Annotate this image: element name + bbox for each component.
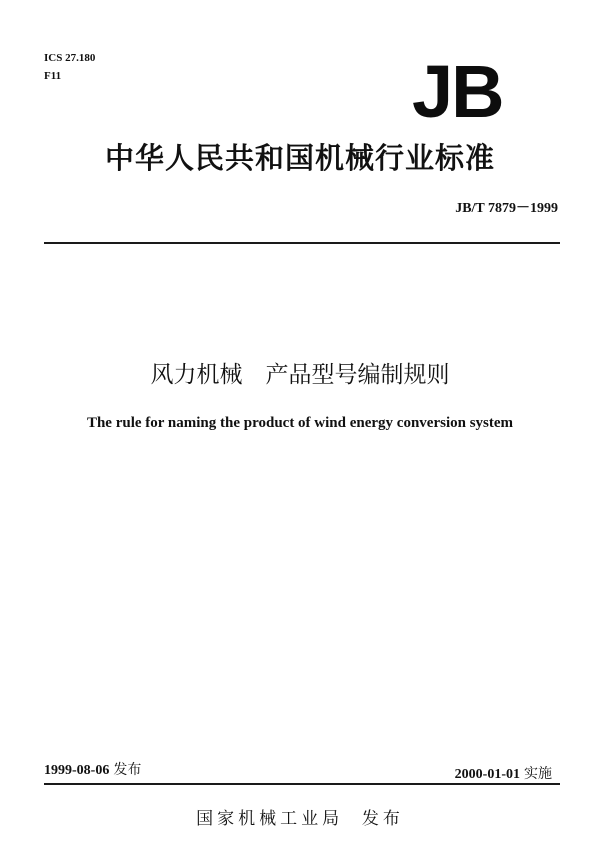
implementation-date: 2000-01-01 [454, 767, 520, 782]
footer-divider [44, 783, 560, 785]
jb-logo: JB [412, 50, 503, 133]
ccs-code: F11 [44, 70, 62, 82]
publisher-line [100, 806, 500, 832]
ics-code: ICS 27.180 [44, 52, 96, 64]
implementation-date-line [380, 764, 552, 785]
issue-label: 发布 [113, 762, 142, 778]
issue-date: 1999-08-06 [44, 763, 110, 778]
publisher-action: 发布 [361, 809, 404, 829]
document-title-english: The rule for naming the product of wind energy conversion system [86, 415, 514, 431]
implementation-label: 实施 [524, 766, 552, 782]
document-title-chinese: 风力机械 产品型号编制规则 [150, 362, 450, 388]
issue-date-line [44, 760, 141, 781]
publisher-name: 国家机械工业局 [196, 809, 344, 829]
standard-title: 中华人民共和国机械行业标准 [104, 141, 495, 175]
header-divider [44, 242, 560, 244]
standard-number: JB/T 7879－1999 [455, 201, 558, 216]
